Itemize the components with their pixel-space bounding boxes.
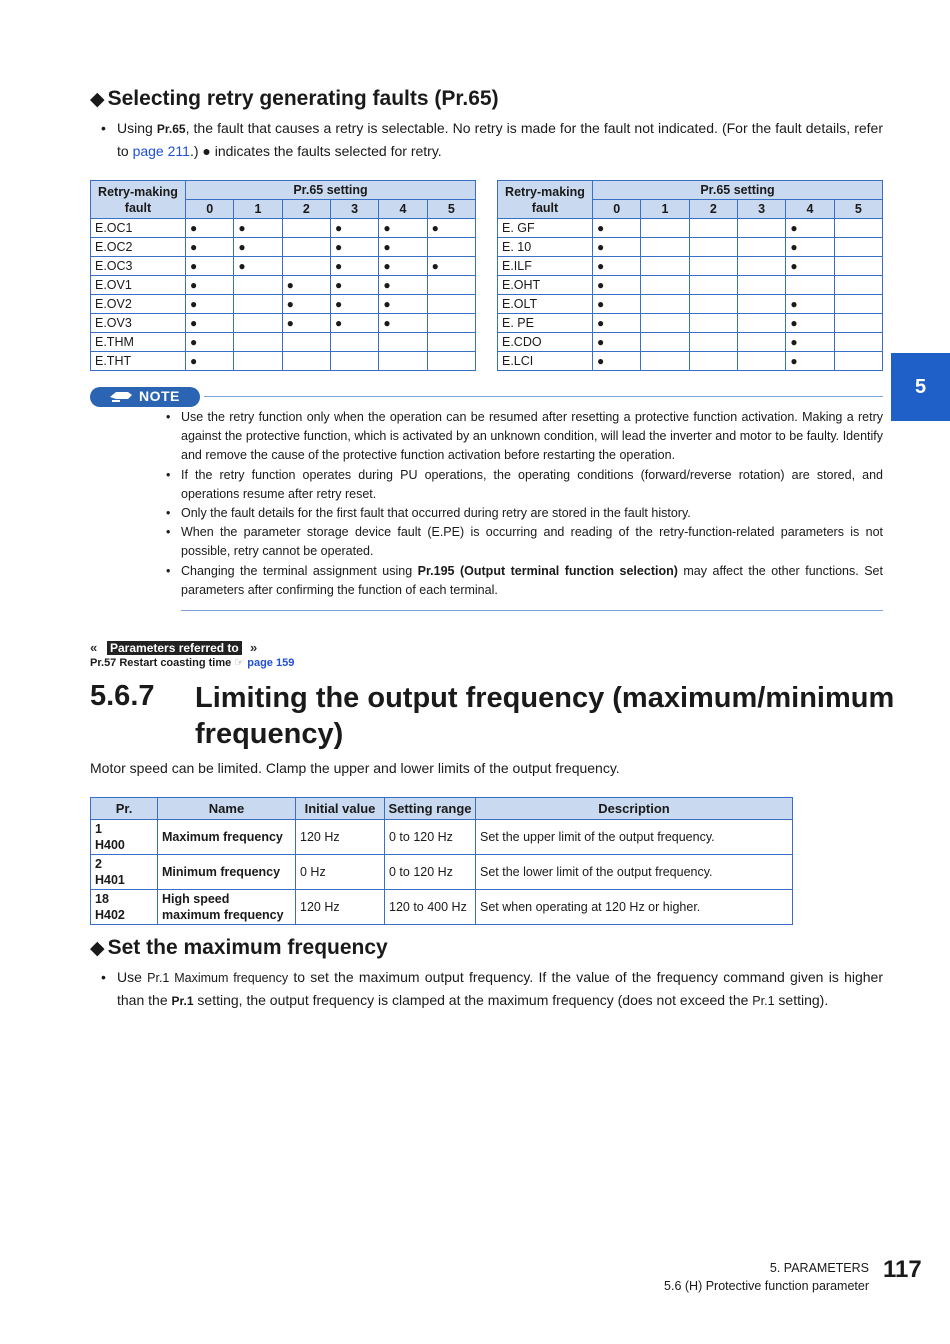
footer-section: 5. PARAMETERS 5.6 (H) Protective function parameter xyxy=(664,1261,869,1293)
retry-mark-cell xyxy=(282,257,330,276)
initial-value: 120 Hz xyxy=(296,890,385,925)
retry-mark-cell xyxy=(737,314,785,333)
retry-mark-cell: ● xyxy=(379,238,427,257)
setting-col-header: 2 xyxy=(282,200,330,219)
retry-mark-cell xyxy=(641,276,689,295)
retry-mark-cell: ● xyxy=(379,257,427,276)
pencil-note-icon xyxy=(108,390,134,404)
setting-col-header: 0 xyxy=(186,200,234,219)
table-row xyxy=(91,820,793,855)
chapter-tab[interactable]: 5 xyxy=(891,353,950,421)
note-item: • Only the fault details for the first fault that occurred during retry are stored in the fault history. xyxy=(166,506,691,521)
retry-mark-cell xyxy=(834,333,882,352)
retry-mark-cell xyxy=(834,295,882,314)
retry-table-right xyxy=(497,180,883,371)
fault-name: E.OLT xyxy=(498,295,593,314)
parameter-reference-line: Pr.57 Restart coasting time ☞ page 159 xyxy=(90,657,295,669)
retry-mark-cell: ● xyxy=(379,276,427,295)
retry-mark-cell: ● xyxy=(593,314,641,333)
retry-mark-cell xyxy=(641,257,689,276)
fault-name: E. 10 xyxy=(498,238,593,257)
max-frequency-paragraph: • Use Pr.1 Maximum frequency to set the maximum output frequency. If the value of the frequency command given is higher than the Pr.1 setting, the output frequency is clamped at the maximum frequency (does not exceed the Pr.1 setting). xyxy=(101,969,883,1008)
retry-mark-cell xyxy=(282,238,330,257)
fault-name: E. PE xyxy=(498,314,593,333)
initial-value: 0 Hz xyxy=(296,855,385,890)
retry-mark-cell: ● xyxy=(379,295,427,314)
retry-mark-cell xyxy=(641,238,689,257)
retry-mark-cell: ● xyxy=(379,219,427,238)
table-row xyxy=(91,276,476,295)
retry-mark-cell: ● xyxy=(786,295,834,314)
setting-range: 0 to 120 Hz xyxy=(385,855,476,890)
retry-mark-cell: ● xyxy=(186,295,234,314)
setting-col-header: 4 xyxy=(786,200,834,219)
fault-name: E.OC3 xyxy=(91,257,186,276)
retry-mark-cell xyxy=(689,295,737,314)
retry-mark-cell xyxy=(427,238,475,257)
param-name: Maximum frequency xyxy=(158,820,296,855)
page-211-link[interactable]: page 211 xyxy=(132,143,190,159)
table-row xyxy=(498,352,883,371)
retry-mark-cell xyxy=(234,295,282,314)
retry-mark-cell: ● xyxy=(186,219,234,238)
retry-mark-cell xyxy=(282,219,330,238)
table-row xyxy=(91,855,793,890)
retry-mark-cell xyxy=(234,276,282,295)
retry-table-left xyxy=(90,180,476,371)
retry-mark-cell xyxy=(641,352,689,371)
retry-mark-cell: ● xyxy=(186,257,234,276)
setting-col-header: 4 xyxy=(379,200,427,219)
retry-mark-cell xyxy=(379,333,427,352)
retry-mark-cell xyxy=(427,352,475,371)
header-retry-making-fault: Retry-making fault xyxy=(91,181,186,219)
retry-mark-cell: ● xyxy=(330,295,378,314)
diamond-icon: ◆ xyxy=(90,938,105,959)
param-col-header: Name xyxy=(158,798,296,820)
table-row xyxy=(91,257,476,276)
retry-mark-cell: ● xyxy=(786,314,834,333)
param-number: 2 H401 xyxy=(91,855,158,890)
param-description: Set the upper limit of the output frequency. xyxy=(476,820,793,855)
note-item: • If the retry function operates during PU operations, the operating conditions (forward/reverse rotation) are stored, and operations resume after retry reset. xyxy=(166,467,883,501)
retry-mark-cell: ● xyxy=(786,219,834,238)
retry-mark-cell xyxy=(282,352,330,371)
setting-range: 0 to 120 Hz xyxy=(385,820,476,855)
retry-mark-cell: ● xyxy=(330,238,378,257)
retry-mark-cell: ● xyxy=(186,314,234,333)
setting-col-header: 5 xyxy=(427,200,475,219)
retry-mark-cell: ● xyxy=(593,219,641,238)
retry-intro-paragraph: • Using Pr.65, the fault that causes a retry is selectable. No retry is made for the fault not indicated. (For the fault details, refer to page 211.) ● indicates the faults selected for retry. xyxy=(101,120,883,159)
fault-name: E.OV3 xyxy=(91,314,186,333)
section-heading-retry-faults: ◆ Selecting retry generating faults (Pr.65) xyxy=(90,87,499,110)
section-title: Limiting the output frequency (maximum/minimum frequency) xyxy=(195,682,895,750)
setting-col-header: 1 xyxy=(641,200,689,219)
retry-mark-cell: ● xyxy=(330,276,378,295)
retry-mark-cell: ● xyxy=(282,276,330,295)
retry-mark-cell: ● xyxy=(786,238,834,257)
retry-mark-cell xyxy=(786,276,834,295)
retry-mark-cell xyxy=(427,314,475,333)
setting-col-header: 2 xyxy=(689,200,737,219)
table-row xyxy=(91,295,476,314)
retry-mark-cell: ● xyxy=(593,352,641,371)
fault-name: E.OHT xyxy=(498,276,593,295)
note-item: • Use the retry function only when the operation can be resumed after resetting a protective function activation. Making a retry against the protective function, which is activated by an unknown condition, will lead the inverter and motor to be faulty. Identify and remove the cause of the protective function activation before restarting the operation. xyxy=(166,410,883,463)
retry-mark-cell: ● xyxy=(379,314,427,333)
param-description: Set when operating at 120 Hz or higher. xyxy=(476,890,793,925)
param-description: Set the lower limit of the output frequency. xyxy=(476,855,793,890)
retry-mark-cell: ● xyxy=(330,219,378,238)
section-intro: Motor speed can be limited. Clamp the upper and lower limits of the output frequency. xyxy=(90,760,620,776)
note-badge: NOTE xyxy=(90,387,200,407)
param-number: 18 H402 xyxy=(91,890,158,925)
retry-mark-cell xyxy=(379,352,427,371)
setting-col-header: 1 xyxy=(234,200,282,219)
retry-mark-cell: ● xyxy=(786,257,834,276)
table-row xyxy=(91,219,476,238)
fault-name: E.THT xyxy=(91,352,186,371)
retry-mark-cell xyxy=(737,333,785,352)
fault-name: E.ILF xyxy=(498,257,593,276)
retry-mark-cell xyxy=(234,314,282,333)
setting-col-header: 5 xyxy=(834,200,882,219)
retry-mark-cell: ● xyxy=(593,257,641,276)
retry-mark-cell xyxy=(234,352,282,371)
table-row xyxy=(91,890,793,925)
fault-name: E.OC1 xyxy=(91,219,186,238)
fault-name: E.OV2 xyxy=(91,295,186,314)
fault-name: E.OV1 xyxy=(91,276,186,295)
table-row xyxy=(498,295,883,314)
table-row xyxy=(91,333,476,352)
page-159-link[interactable]: page 159 xyxy=(247,657,295,669)
double-chevron-right-icon: » xyxy=(250,640,258,655)
note-end-divider xyxy=(181,610,883,611)
param-col-header: Description xyxy=(476,798,793,820)
retry-mark-cell xyxy=(737,238,785,257)
retry-mark-cell: ● xyxy=(186,276,234,295)
retry-mark-cell xyxy=(427,333,475,352)
retry-mark-cell: ● xyxy=(786,333,834,352)
retry-mark-cell: ● xyxy=(282,295,330,314)
retry-mark-cell xyxy=(834,219,882,238)
table-row xyxy=(498,314,883,333)
retry-mark-cell xyxy=(737,257,785,276)
retry-mark-cell xyxy=(282,333,330,352)
retry-mark-cell xyxy=(689,219,737,238)
section-number: 5.6.7 xyxy=(90,680,155,712)
retry-mark-cell xyxy=(834,352,882,371)
fault-name: E.THM xyxy=(91,333,186,352)
fault-name: E. GF xyxy=(498,219,593,238)
retry-mark-cell xyxy=(737,352,785,371)
retry-mark-cell: ● xyxy=(186,352,234,371)
initial-value: 120 Hz xyxy=(296,820,385,855)
retry-mark-cell xyxy=(834,314,882,333)
table-row xyxy=(498,333,883,352)
param-name: High speed maximum frequency xyxy=(158,890,296,925)
setting-col-header: 3 xyxy=(330,200,378,219)
retry-mark-cell: ● xyxy=(282,314,330,333)
retry-mark-cell xyxy=(641,219,689,238)
retry-mark-cell xyxy=(641,295,689,314)
retry-mark-cell: ● xyxy=(234,257,282,276)
table-row xyxy=(91,238,476,257)
retry-mark-cell: ● xyxy=(593,333,641,352)
diamond-icon: ◆ xyxy=(90,89,105,110)
param-name: Minimum frequency xyxy=(158,855,296,890)
retry-mark-cell xyxy=(641,314,689,333)
retry-mark-cell xyxy=(427,276,475,295)
retry-mark-cell xyxy=(689,333,737,352)
retry-mark-cell xyxy=(737,276,785,295)
retry-mark-cell: ● xyxy=(786,352,834,371)
retry-mark-cell xyxy=(427,295,475,314)
retry-mark-cell: ● xyxy=(234,238,282,257)
retry-mark-cell: ● xyxy=(427,257,475,276)
param-number: 1 H400 xyxy=(91,820,158,855)
retry-mark-cell: ● xyxy=(186,238,234,257)
fault-name: E.CDO xyxy=(498,333,593,352)
retry-mark-cell xyxy=(330,333,378,352)
header-pr65-setting: Pr.65 setting xyxy=(186,181,476,200)
fault-name: E.LCI xyxy=(498,352,593,371)
retry-mark-cell: ● xyxy=(593,295,641,314)
header-retry-making-fault: Retry-making fault xyxy=(498,181,593,219)
setting-col-header: 3 xyxy=(737,200,785,219)
retry-mark-cell: ● xyxy=(234,219,282,238)
table-row xyxy=(498,257,883,276)
retry-mark-cell: ● xyxy=(593,276,641,295)
parameter-table xyxy=(90,797,793,925)
retry-mark-cell xyxy=(689,238,737,257)
retry-mark-cell xyxy=(330,352,378,371)
section-heading-max-frequency: ◆ Set the maximum frequency xyxy=(90,936,388,959)
reference-pointer-icon: ☞ xyxy=(234,657,245,669)
retry-mark-cell xyxy=(834,257,882,276)
header-pr65-setting: Pr.65 setting xyxy=(593,181,883,200)
retry-mark-cell: ● xyxy=(330,314,378,333)
retry-mark-cell xyxy=(737,219,785,238)
note-item: • When the parameter storage device fault (E.PE) is occurring and reading of the retry-function-related parameters is not possible, retry cannot be operated. xyxy=(166,525,883,559)
table-row xyxy=(498,276,883,295)
page-number: 117 xyxy=(883,1256,922,1283)
retry-mark-cell xyxy=(689,257,737,276)
retry-mark-cell: ● xyxy=(330,257,378,276)
retry-mark-cell: ● xyxy=(186,333,234,352)
retry-mark-cell xyxy=(689,276,737,295)
param-col-header: Pr. xyxy=(91,798,158,820)
param-col-header: Setting range xyxy=(385,798,476,820)
table-row xyxy=(498,238,883,257)
retry-mark-cell: ● xyxy=(427,219,475,238)
retry-mark-cell xyxy=(689,352,737,371)
table-row xyxy=(498,219,883,238)
note-divider xyxy=(204,396,883,397)
retry-mark-cell xyxy=(834,276,882,295)
setting-range: 120 to 400 Hz xyxy=(385,890,476,925)
double-chevron-left-icon: « xyxy=(90,640,98,655)
note-item: • Changing the terminal assignment using Pr.195 (Output terminal function selection) may affect the other functions. Set parameters after confirming the function of each terminal. xyxy=(166,563,883,597)
param-col-header: Initial value xyxy=(296,798,385,820)
table-row xyxy=(91,352,476,371)
retry-mark-cell xyxy=(834,238,882,257)
retry-mark-cell xyxy=(689,314,737,333)
note-list xyxy=(166,408,883,600)
fault-name: E.OC2 xyxy=(91,238,186,257)
retry-mark-cell xyxy=(737,295,785,314)
retry-mark-cell xyxy=(641,333,689,352)
table-row xyxy=(91,314,476,333)
setting-col-header: 0 xyxy=(593,200,641,219)
retry-mark-cell: ● xyxy=(593,238,641,257)
retry-mark-cell xyxy=(234,333,282,352)
